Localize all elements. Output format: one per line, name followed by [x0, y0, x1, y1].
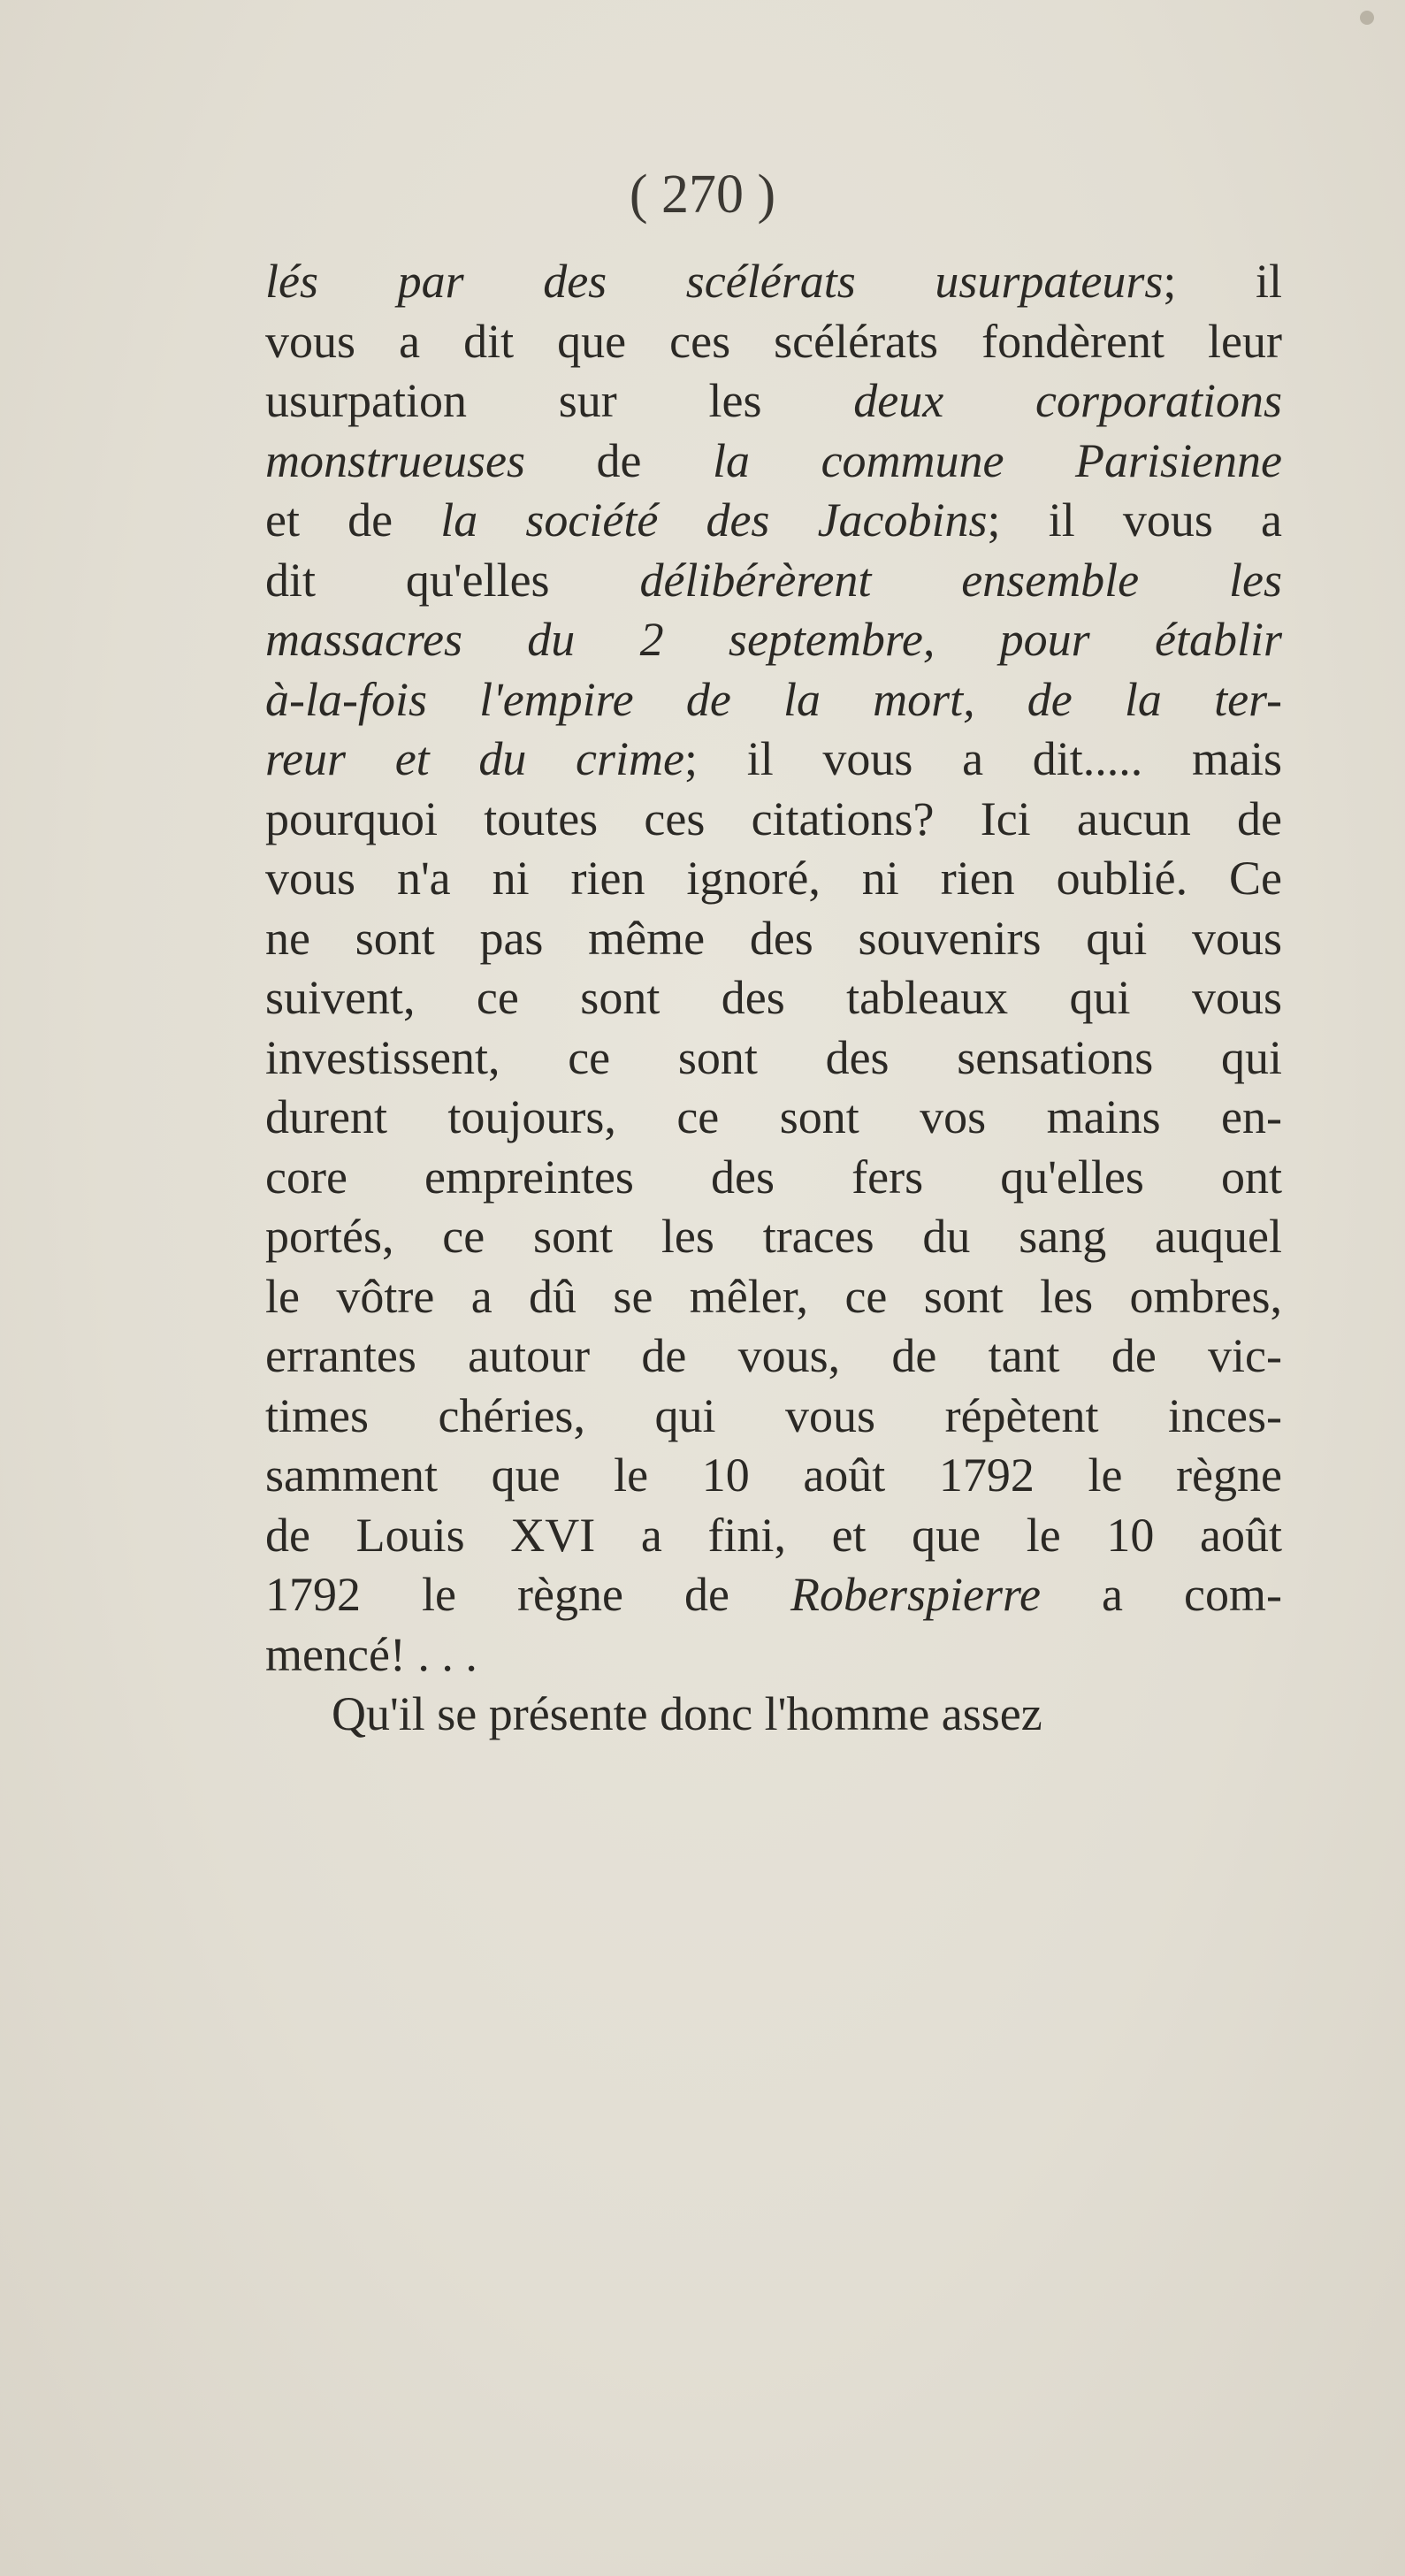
text-segment: 1792 le règne de — [265, 1568, 791, 1621]
text-segment: vous n'a ni rien ignoré, ni rien oublié. Ce — [265, 852, 1282, 905]
text-line — [265, 1028, 1282, 1089]
foxing-spot — [1360, 11, 1374, 25]
text-line — [265, 1446, 1282, 1506]
text-segment: mencé! . . . — [265, 1627, 477, 1681]
text-line — [265, 1267, 1282, 1327]
italic-text: deux corporations — [853, 374, 1283, 427]
text-line — [265, 790, 1282, 850]
text-line — [265, 849, 1282, 909]
italic-text: la commune Parisienne — [713, 433, 1283, 487]
text-line — [265, 1207, 1282, 1267]
text-line — [265, 670, 1282, 730]
text-segment: suivent, ce sont des tableaux qui vous — [265, 971, 1282, 1024]
text-segment: portés, ce sont les traces du sang auquel — [265, 1210, 1282, 1263]
text-line — [265, 252, 1282, 312]
text-segment: core empreintes des fers qu'elles ont — [265, 1150, 1282, 1204]
text-segment: pourquoi toutes ces citations? Ici aucun de — [265, 791, 1282, 845]
text-line — [265, 968, 1282, 1028]
text-segment: usurpation sur les — [265, 374, 854, 427]
italic-text: monstrueuses — [265, 433, 597, 487]
text-segment: le vôtre a dû se mêler, ce sont les ombres, — [265, 1269, 1282, 1323]
text-segment: times chéries, qui vous répètent inces- — [265, 1388, 1282, 1442]
text-line — [265, 730, 1282, 790]
text-line — [265, 551, 1282, 611]
body-text — [265, 252, 1282, 1745]
italic-text: reur et du crime — [265, 732, 685, 785]
text-line — [265, 1506, 1282, 1566]
text-line — [265, 491, 1282, 551]
text-segment: ; il vous a — [987, 493, 1282, 547]
text-segment: Qu'il se présente donc l'homme assez — [332, 1687, 1042, 1740]
italic-text: Roberspierre — [790, 1568, 1041, 1621]
text-segment: samment que le 10 août 1792 le règne — [265, 1449, 1282, 1502]
page-number: ( 270 ) — [629, 164, 776, 225]
italic-text: à-la-fois l'empire de la mort, de la ter- — [265, 672, 1282, 726]
text-segment: et de — [265, 493, 441, 547]
italic-text: la société des Jacobins — [440, 493, 988, 547]
italic-text: délibérèrent ensemble les — [639, 553, 1282, 607]
text-line — [265, 610, 1282, 670]
text-line — [265, 1148, 1282, 1208]
text-line — [265, 1088, 1282, 1148]
text-segment: ; il vous a dit..... mais — [684, 732, 1282, 785]
text-line — [265, 1387, 1282, 1447]
text-segment: ; il — [1163, 255, 1283, 308]
text-line — [265, 1625, 1282, 1685]
text-segment: errantes autour de vous, de tant de vic- — [265, 1329, 1282, 1382]
text-line — [265, 432, 1282, 492]
italic-text: lés par des scélérats usurpateurs — [265, 255, 1164, 308]
text-segment: dit qu'elles — [265, 553, 640, 607]
text-segment: ne sont pas même des souvenirs qui vous — [265, 911, 1282, 965]
text-segment: investissent, ce sont des sensations qui — [265, 1030, 1282, 1084]
text-segment: vous a dit que ces scélérats fondèrent leur — [265, 314, 1282, 368]
text-line — [265, 1565, 1282, 1625]
text-segment: de Louis XVI a fini, et que le 10 août — [265, 1508, 1282, 1562]
text-line — [265, 1685, 1282, 1745]
text-line — [265, 371, 1282, 432]
text-line — [265, 312, 1282, 372]
text-line — [265, 1326, 1282, 1387]
text-segment: a com- — [1041, 1568, 1283, 1621]
text-segment: de — [596, 433, 714, 487]
text-segment: durent toujours, ce sont vos mains en- — [265, 1090, 1282, 1143]
italic-text: massacres du 2 septembre, pour établir — [265, 613, 1282, 666]
text-line — [265, 909, 1282, 969]
